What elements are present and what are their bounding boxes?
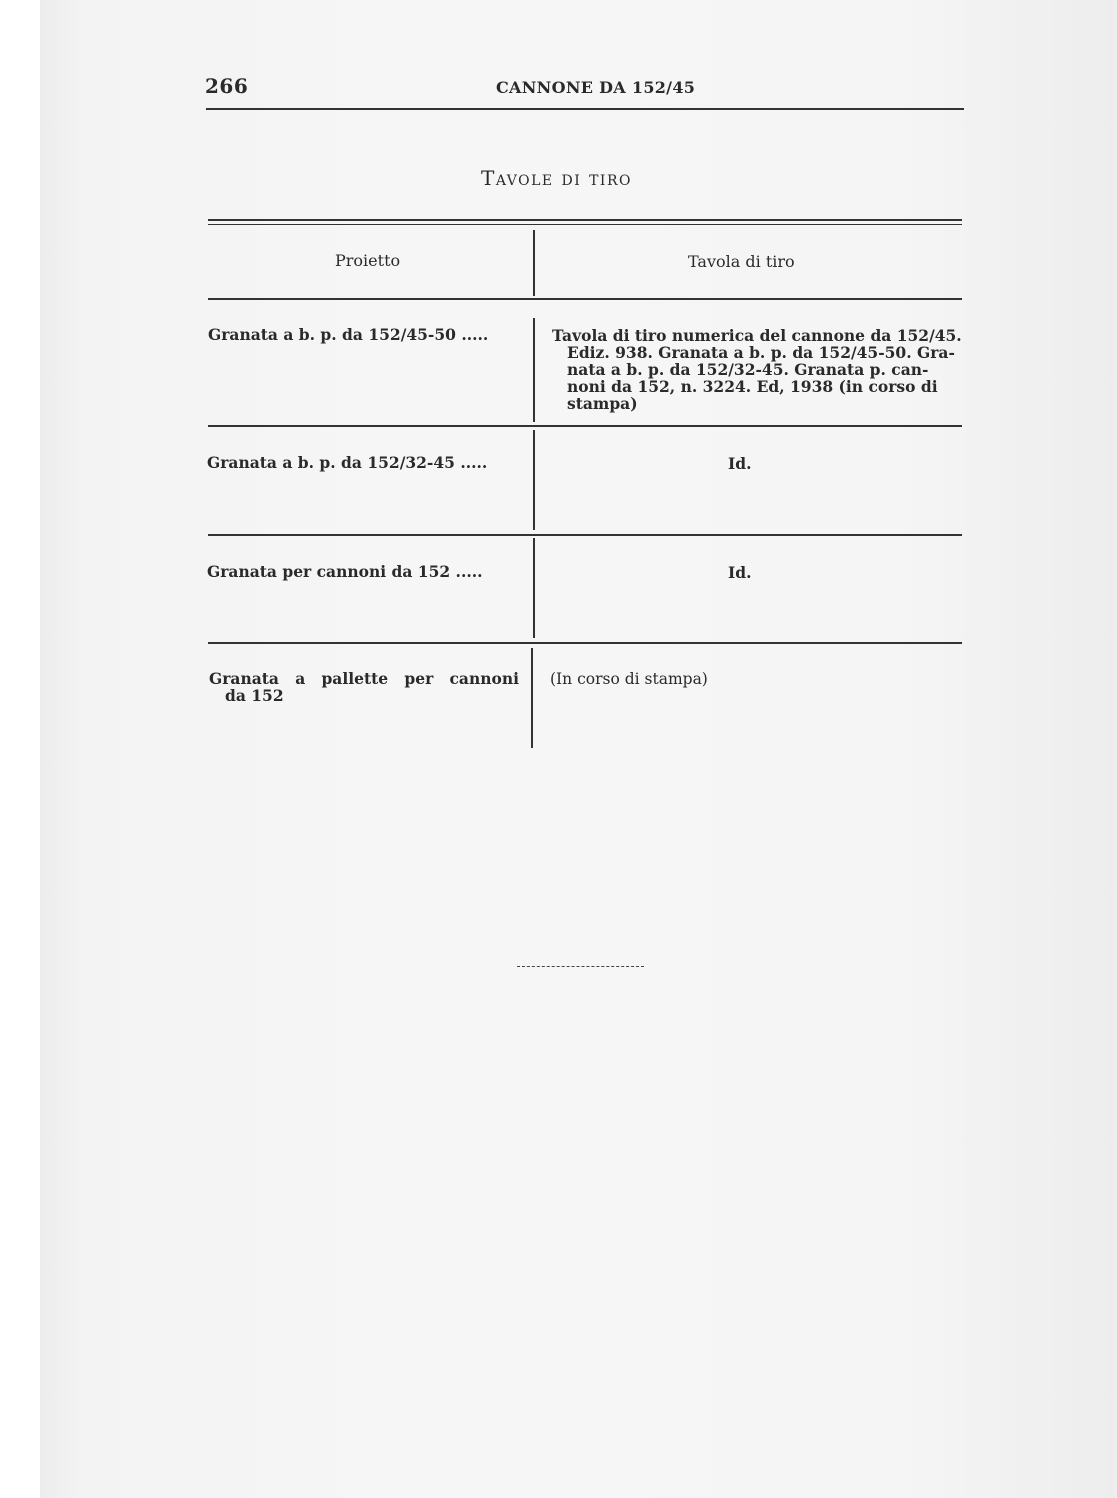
column-divider bbox=[533, 430, 535, 530]
row-rule bbox=[208, 425, 962, 427]
row-3-tavola: Id. bbox=[728, 563, 752, 582]
table-top-rule-thin bbox=[208, 224, 962, 225]
column-header-proietto: Proietto bbox=[335, 251, 401, 270]
row-4-proietto-line-2: da 152 bbox=[225, 686, 284, 705]
column-header-tavola: Tavola di tiro bbox=[688, 252, 795, 271]
section-end-rule bbox=[517, 966, 644, 968]
section-title: Tavole di tiro bbox=[481, 166, 632, 190]
table-top-rule bbox=[208, 219, 962, 221]
column-divider bbox=[533, 538, 535, 638]
row-1-tavola-line-2: Ediz. 938. Granata a b. p. da 152/45-50. Gra- bbox=[567, 343, 955, 362]
row-3-proietto: Granata per cannoni da 152 ..... bbox=[207, 562, 483, 581]
row-4-proietto bbox=[209, 670, 519, 704]
row-rule bbox=[208, 642, 962, 644]
row-4-proietto-line-1: Granata a pallette per cannoni bbox=[209, 669, 519, 688]
row-1-tavola-line-3: nata a b. p. da 152/32-45. Granata p. can- bbox=[567, 360, 929, 379]
row-rule bbox=[208, 534, 962, 536]
row-2-tavola: Id. bbox=[728, 454, 752, 473]
running-title: CANNONE DA 152/45 bbox=[496, 78, 696, 97]
header-rule bbox=[208, 298, 962, 300]
row-1-tavola-line-5: stampa) bbox=[567, 394, 638, 413]
row-1-tavola-line-4: noni da 152, n. 3224. Ed, 1938 (in corso di bbox=[567, 377, 938, 396]
row-1-proietto: Granata a b. p. da 152/45-50 ..... bbox=[208, 325, 489, 344]
header-rule bbox=[206, 108, 964, 110]
column-divider bbox=[533, 230, 535, 296]
row-2-proietto: Granata a b. p. da 152/32-45 ..... bbox=[207, 453, 488, 472]
column-divider bbox=[531, 648, 533, 748]
row-4-tavola: (In corso di stampa) bbox=[550, 670, 708, 688]
column-divider bbox=[533, 318, 535, 422]
page-margin bbox=[0, 0, 40, 1498]
row-1-tavola bbox=[552, 327, 963, 412]
row-1-tavola-line-1: Tavola di tiro numerica del cannone da 152/45. bbox=[552, 326, 962, 345]
page-number: 266 bbox=[205, 74, 249, 98]
